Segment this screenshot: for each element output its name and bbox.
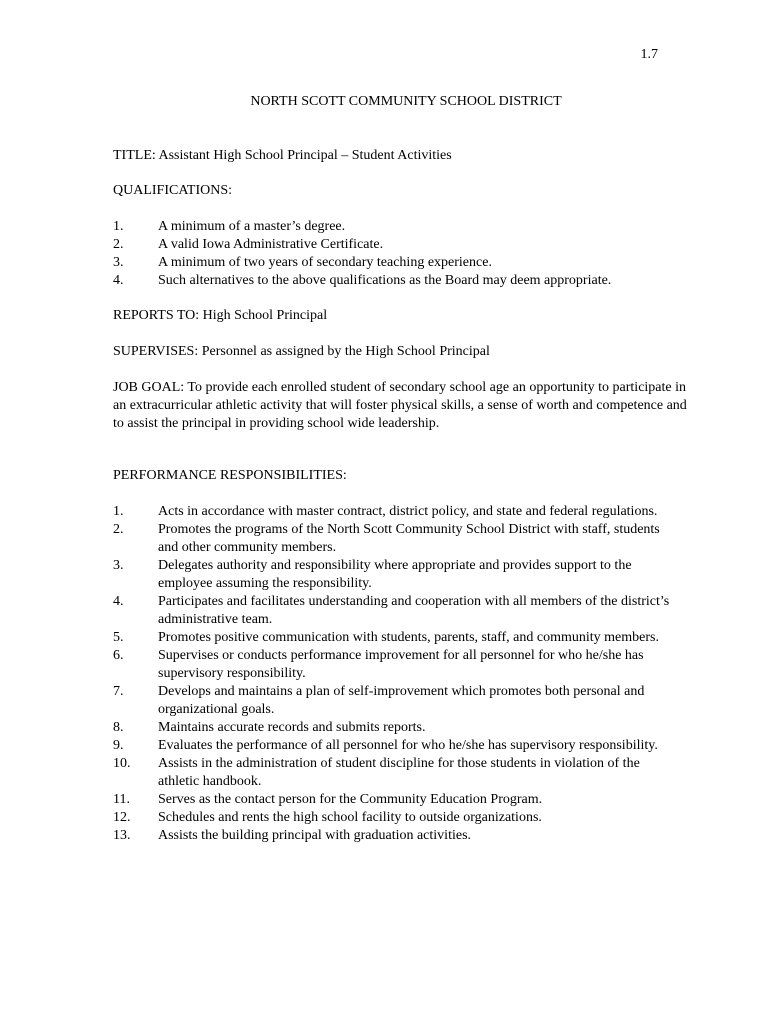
- item-text: Supervises or conducts performance improvement for all personnel for who he/she has supervisory responsibility.: [158, 648, 644, 681]
- performance-list: [113, 503, 673, 845]
- item-text: Such alternatives to the above qualifications as the Board may deem appropriate.: [158, 273, 612, 288]
- item-text: Acts in accordance with master contract, district policy, and state and federal regulations.: [158, 504, 658, 519]
- item-text: Schedules and rents the high school facility to outside organizations.: [158, 810, 542, 825]
- job-title: TITLE: Assistant High School Principal – Student Activities: [113, 148, 452, 163]
- item-number: 2.: [113, 522, 124, 537]
- qualification-item: [113, 272, 693, 290]
- item-number: 1.: [113, 504, 124, 519]
- responsibility-item: [113, 593, 673, 629]
- item-text: A minimum of two years of secondary teaching experience.: [158, 255, 492, 270]
- item-text: Assists the building principal with graduation activities.: [158, 828, 472, 843]
- item-text: Participates and facilitates understanding and cooperation with all members of the district’s administrative team.: [158, 594, 670, 627]
- item-number: 12.: [113, 810, 131, 825]
- item-text: Delegates authority and responsibility where appropriate and provides support to the employee assuming the responsibility.: [158, 558, 632, 591]
- responsibility-item: [113, 521, 673, 557]
- item-number: 1.: [113, 219, 124, 234]
- responsibility-item: [113, 719, 673, 737]
- item-number: 10.: [113, 756, 131, 771]
- item-number: 4.: [113, 594, 124, 609]
- responsibility-item: [113, 557, 673, 593]
- qualification-item: [113, 236, 693, 254]
- item-text: A valid Iowa Administrative Certificate.: [158, 237, 384, 252]
- reports-to: REPORTS TO: High School Principal: [113, 308, 328, 323]
- item-text: Maintains accurate records and submits reports.: [158, 720, 426, 735]
- responsibility-item: [113, 647, 673, 683]
- district-heading: NORTH SCOTT COMMUNITY SCHOOL DISTRICT: [250, 94, 562, 109]
- item-number: 2.: [113, 237, 124, 252]
- responsibility-item: [113, 737, 673, 755]
- qualifications-list: [113, 218, 693, 290]
- item-number: 13.: [113, 828, 131, 843]
- item-text: Promotes positive communication with students, parents, staff, and community members.: [158, 630, 659, 645]
- qualifications-heading: QUALIFICATIONS:: [113, 183, 232, 198]
- item-number: 11.: [113, 792, 130, 807]
- item-text: A minimum of a master’s degree.: [158, 219, 346, 234]
- item-number: 6.: [113, 648, 124, 663]
- item-text: Promotes the programs of the North Scott Community School District with staff, students and other community members.: [158, 522, 660, 555]
- responsibility-item: [113, 791, 673, 809]
- item-text: Serves as the contact person for the Community Education Program.: [158, 792, 543, 807]
- performance-heading: PERFORMANCE RESPONSIBILITIES:: [113, 468, 347, 483]
- item-text: Evaluates the performance of all personnel for who he/she has supervisory responsibility.: [158, 738, 658, 753]
- responsibility-item: [113, 683, 673, 719]
- item-number: 9.: [113, 738, 124, 753]
- responsibility-item: [113, 503, 673, 521]
- page-number: 1.7: [640, 47, 658, 62]
- item-number: 3.: [113, 255, 124, 270]
- item-number: 5.: [113, 630, 124, 645]
- item-text: Develops and maintains a plan of self-improvement which promotes both personal and organizational goals.: [158, 684, 645, 717]
- responsibility-item: [113, 809, 673, 827]
- job-goal: JOB GOAL: To provide each enrolled student of secondary school age an opportunity to participate in an extracurricular athletic activity that will foster physical skills, a sense of worth and competence and to assist the principal in providing school wide leadership.: [113, 380, 687, 431]
- qualification-item: [113, 218, 693, 236]
- item-number: 4.: [113, 273, 124, 288]
- item-number: 7.: [113, 684, 124, 699]
- qualification-item: [113, 254, 693, 272]
- responsibility-item: [113, 755, 673, 791]
- item-number: 8.: [113, 720, 124, 735]
- item-text: Assists in the administration of student discipline for those students in violation of the athletic handbook.: [158, 756, 640, 789]
- item-number: 3.: [113, 558, 124, 573]
- responsibility-item: [113, 629, 673, 647]
- responsibility-item: [113, 827, 673, 845]
- supervises: SUPERVISES: Personnel as assigned by the High School Principal: [113, 344, 490, 359]
